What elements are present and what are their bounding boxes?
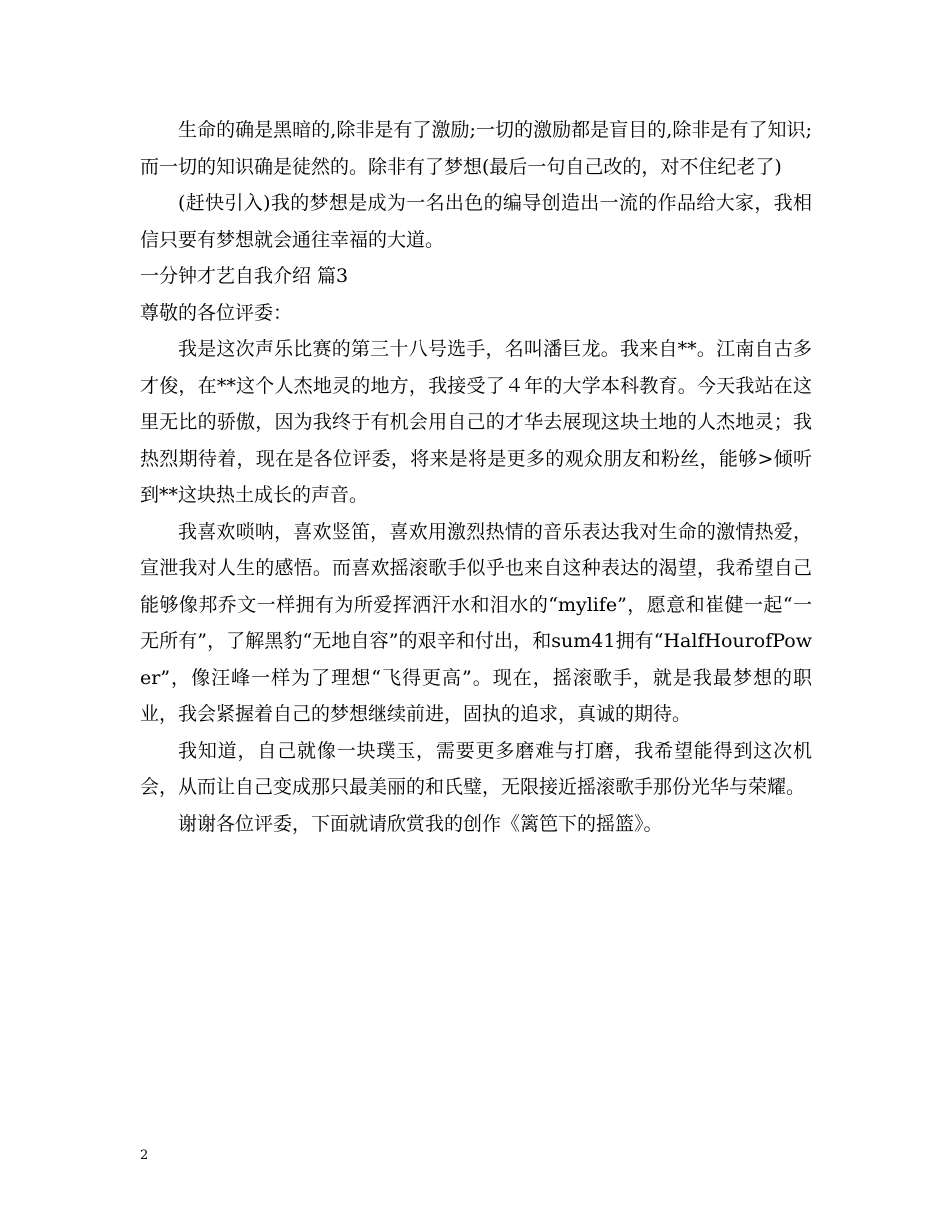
paragraph-music-passion: 我喜欢唢呐，喜欢竖笛，喜欢用激烈热情的音乐表达我对生命的激情热爱，宣泄我对人生的感悟。而喜欢摇滚歌手似乎也来自这种表达的渴望，我希望自己能够像邦乔文一样拥有为所爱挥洒汗水和泪水的“mylife”，愿意和崔健一起“一无所有”，了解黑豹“无地自容”的艰辛和付出，和sum41拥有“HalfHourofPower”，像汪峰一样为了理想“飞得更高”。现在，摇滚歌手，就是我最梦想的职业，我会紧握着自己的梦想继续前进，固执的追求，真诚的期待。 [140, 520, 812, 725]
paragraph-dream-intro: (赶快引入)我的梦想是成为一名出色的编导创造出一流的作品给大家，我相信只要有梦想就会通往幸福的大道。 [140, 192, 812, 251]
page-number: 2 [140, 1148, 149, 1163]
paragraph-closing: 谢谢各位评委，下面就请欣赏我的创作《篱笆下的摇篮》。 [178, 812, 663, 835]
paragraph-self-introduction: 我是这次声乐比赛的第三十八号选手，名叫潘巨龙。我来自**。江南自古多才俊，在**这个人杰地灵的地方，我接受了４年的大学本科教育。今天我站在这里无比的骄傲，因为我终于有机会用自己的才华去展现这块土地的人杰地灵；我热烈期待着，现在是各位评委，将来是将是更多的观众朋友和粉丝，能够>倾听到**这块热土成长的声音。 [140, 338, 812, 506]
document-body [140, 112, 812, 842]
section-heading: 一分钟才艺自我介绍 篇3 [140, 265, 349, 287]
paragraph-dream-quote: 生命的确是黑暗的,除非是有了激励;一切的激励都是盲目的,除非是有了知识;而一切的知识确是徒然的。除非有了梦想(最后一句自己改的，对不住纪老了) [140, 119, 812, 178]
salutation: 尊敬的各位评委： [140, 301, 293, 324]
paragraph-jade-metaphor: 我知道，自己就像一块璞玉，需要更多磨难与打磨，我希望能得到这次机会，从而让自己变成那只最美丽的和氏璧，无限接近摇滚歌手那份光华与荣耀。 [140, 739, 812, 798]
